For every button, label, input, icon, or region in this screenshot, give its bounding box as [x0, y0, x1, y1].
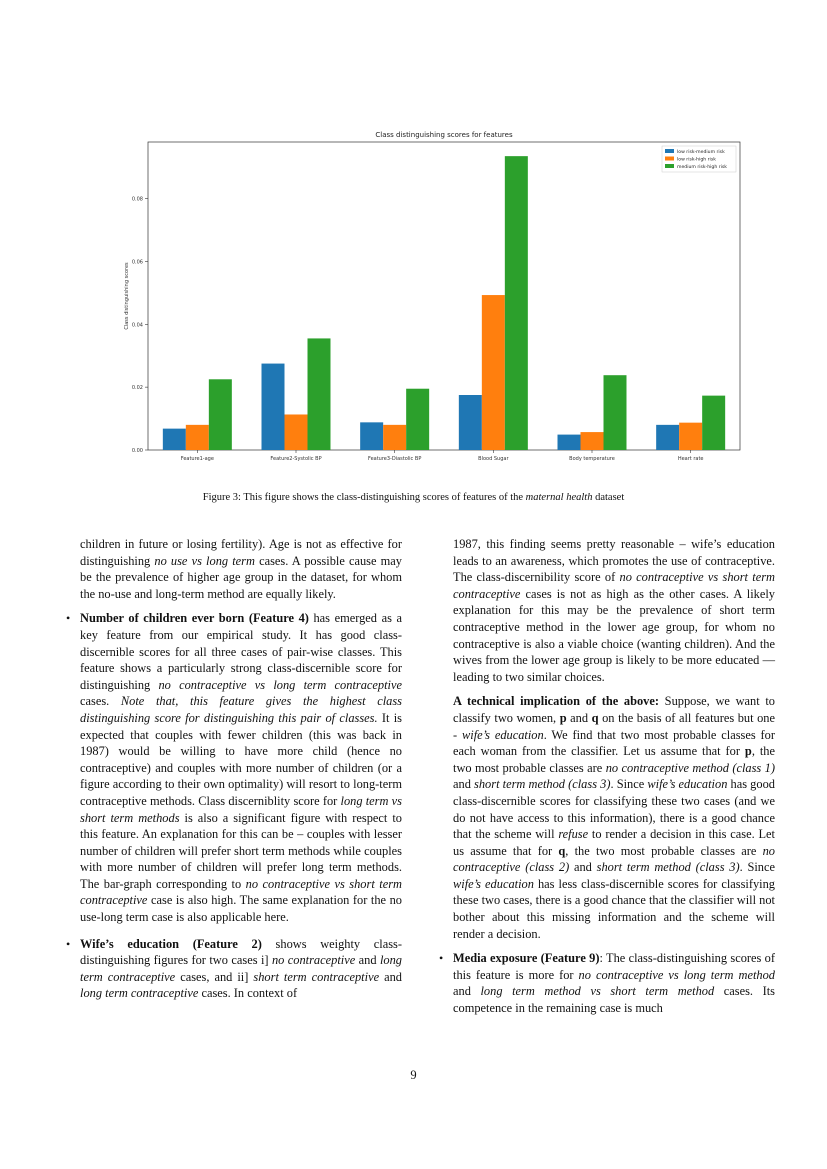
text-run: no contraceptive vs long term contraceptive [158, 677, 402, 692]
text-run: to render a decision in this case. Let us assume that for [453, 827, 775, 858]
legend-swatch [665, 157, 674, 161]
bullet-children [66, 610, 402, 925]
text-run: long term method vs short term method [480, 984, 715, 999]
bullet-dot: • [66, 611, 71, 626]
text-run: , the two most probable classes are [565, 843, 763, 858]
text-run: p [744, 744, 752, 759]
paragraph-age [80, 536, 402, 602]
left-column [66, 536, 402, 1012]
legend-label: low risk-medium risk [677, 150, 725, 155]
text-run: no contraceptive method (class 1) [605, 760, 775, 775]
bar-2-0 [209, 379, 232, 450]
legend-label: low risk-high risk [677, 157, 716, 163]
text-run: cases, and ii] [175, 969, 254, 984]
text-run: no contraceptive [271, 953, 356, 968]
caption-prefix: Figure 3: This figure shows the class-distinguishing scores of features of the [202, 492, 526, 503]
chart-svg [110, 128, 750, 468]
figure-caption [80, 491, 747, 504]
text-run: cases. [80, 694, 121, 709]
x-tick-label: Feature1-age [180, 456, 214, 462]
bullet-wife-education [66, 936, 402, 1002]
text-run: A technical implication of the above: [453, 694, 659, 709]
bullet-media-exposure-text [453, 950, 775, 1016]
y-axis-label: Class distinguishing scores [124, 262, 130, 330]
bar-2-2 [406, 389, 429, 450]
text-run: Media exposure (Feature 9) [453, 951, 600, 966]
right-column [439, 536, 776, 1027]
text-run: cases. Its competence in the remaining case is much [453, 984, 776, 1016]
text-run: . Since [610, 777, 648, 792]
text-run: short term method (class 3) [474, 777, 611, 792]
bar-2-5 [702, 396, 725, 450]
y-tick-label: 0.02 [131, 385, 143, 392]
plot-frame [148, 142, 740, 450]
text-run: has good class-discernible scores for classifying these two cases (and we do not have access to this information), there is a good chance that the scheme will [453, 777, 775, 842]
x-tick-label: Blood Sugar [478, 456, 509, 462]
text-run: case is also high. The same explanation for the no use-long term case is also applicable here. [80, 893, 402, 925]
bullet-children-text [80, 610, 402, 925]
bar-1-1 [285, 414, 308, 450]
bar-1-4 [581, 432, 604, 450]
bullet-dot: • [66, 936, 71, 951]
y-tick-label: 0.06 [131, 259, 143, 266]
bar-1-5 [679, 423, 702, 450]
bullet-dot: • [439, 951, 444, 966]
bar-1-0 [186, 425, 209, 450]
legend-label: medium risk-high risk [677, 165, 727, 170]
x-tick-label: Feature2-Systolic BP [270, 456, 322, 462]
text-run: wife’s education [461, 727, 544, 742]
text-run: : The class-distinguishing scores of this feature is more for [453, 951, 775, 982]
legend-swatch [665, 164, 674, 168]
text-run: has less class-discernible scores for classifying these two cases, there is a good chance that the classifier will not bother about this missing information and the scheme will render a decision. [453, 876, 775, 941]
page-number: 9 [410, 1068, 417, 1082]
text-run: no contraceptive vs short term contraceptive [453, 570, 775, 601]
paragraph-1987 [453, 536, 775, 685]
text-run: short term method (class 3) [596, 860, 740, 875]
text-run: Wife’s education (Feature 2) [80, 936, 262, 951]
bar-0-5 [656, 425, 679, 450]
text-run: on the basis of all features but one - [453, 710, 775, 742]
bar-0-4 [558, 435, 581, 450]
text-run: Note that, this feature gives the highest class distinguishing score for distinguishing this pair of classes. [80, 694, 402, 725]
x-tick-label: Heart rate [677, 456, 704, 462]
bar-0-1 [262, 364, 285, 450]
chart-title: Class distinguishing scores for features [375, 131, 513, 139]
text-run: cases. In context of [198, 986, 298, 1001]
bullet-media-exposure [439, 950, 776, 1016]
text-run: . Since [739, 860, 776, 875]
text-run: wife’s education [453, 876, 534, 891]
bar-2-3 [505, 156, 528, 450]
text-run: long term vs short term methods [80, 793, 402, 825]
text-run: Number of children ever born (Feature 4) [80, 611, 309, 626]
text-run: . We find that two most probable classes for each woman from the classifier. Let us assume that for [453, 727, 775, 759]
text-run: and [355, 953, 380, 968]
text-run: q [558, 843, 566, 858]
text-run: and [453, 984, 481, 999]
text-run: p [559, 710, 567, 725]
bar-0-2 [360, 422, 383, 450]
text-run: cases is not as high as the other cases. A likely explanation for this may be the prevalence of short term contraceptive method in the lower age group, for whom no contraceptive is also a viable choice (wanting children). And the wives from the lower age group is likely to be more educated — leading to two similar choices. [453, 586, 775, 684]
figure-bar-chart [110, 128, 750, 468]
text-run: wife’s education [647, 777, 728, 792]
text-run: It is expected that couples with fewer children (this was back in 1987) would be willing to have more child (hence no contraceptive) and couples with more number of children (or a figure according to their own optimality) will resort to long-term contraceptive methods. Class discerniblity score for [80, 710, 402, 808]
text-run: and [566, 710, 592, 725]
text-run: no contraceptive vs short term contraceptive [80, 876, 402, 908]
bar-2-4 [604, 375, 627, 450]
text-run: no contraceptive (class 2) [453, 843, 775, 875]
text-run: Suppose, we want to classify two women, [453, 694, 775, 725]
text-run: long term contraceptive [80, 986, 199, 1001]
bar-0-0 [163, 429, 186, 450]
y-tick-label: 0.04 [131, 322, 143, 329]
text-run: refuse [558, 827, 589, 842]
text-run: q [591, 710, 599, 725]
bar-1-3 [482, 295, 505, 450]
bullet-wife-education-text [80, 936, 402, 1002]
y-tick-label: 0.00 [131, 448, 143, 454]
bar-0-3 [459, 395, 482, 450]
text-run: children in future or losing fertility). Age is not as effective for distinguishing [80, 537, 402, 568]
text-run: and [379, 969, 402, 984]
text-run: is also a significant figure with respect to this feature. An explanation for this can be – couples with lesser number of children will prefer short term methods while couples with more number of children will prefer long term methods. The bar-graph corresponding to [80, 810, 402, 891]
text-run: no use vs long term [154, 553, 255, 568]
y-tick-label: 0.08 [131, 196, 143, 203]
text-run: 1987, this finding seems pretty reasonable – wife’s education leads to an awareness, which promotes the use of contraceptive. The class-discernibility score of [453, 537, 775, 585]
caption-suffix: dataset [592, 492, 625, 503]
text-run: and [453, 777, 475, 792]
bar-1-2 [383, 425, 406, 450]
text-run: shows weighty class-distinguishing figures for two cases i] [80, 936, 402, 968]
text-run: no contraceptive vs long term method [578, 967, 775, 982]
x-tick-label: Feature3-Diastolic BP [367, 456, 422, 462]
text-run: , the two most probable classes are [453, 744, 775, 775]
x-tick-label: Body temperature [569, 456, 615, 462]
text-run: has emerged as a key feature from our empirical study. It has good class-discernible scores for all three cases of pair-wise classes. This feature shows a particularly strong class-discernible score for distinguishing [80, 611, 402, 692]
text-run: short term contraceptive [253, 969, 380, 984]
text-run: long term contraceptive [80, 953, 402, 984]
caption-italic: maternal health [525, 492, 593, 503]
paragraph-technical-implication [453, 693, 775, 942]
text-run: and [569, 860, 597, 875]
legend-swatch [665, 149, 674, 153]
bar-2-1 [308, 338, 331, 450]
text-run: cases. A possible cause may be the prevalence of higher age group in the dataset, for whom the no-use and long-term method are equally likely. [80, 553, 402, 601]
